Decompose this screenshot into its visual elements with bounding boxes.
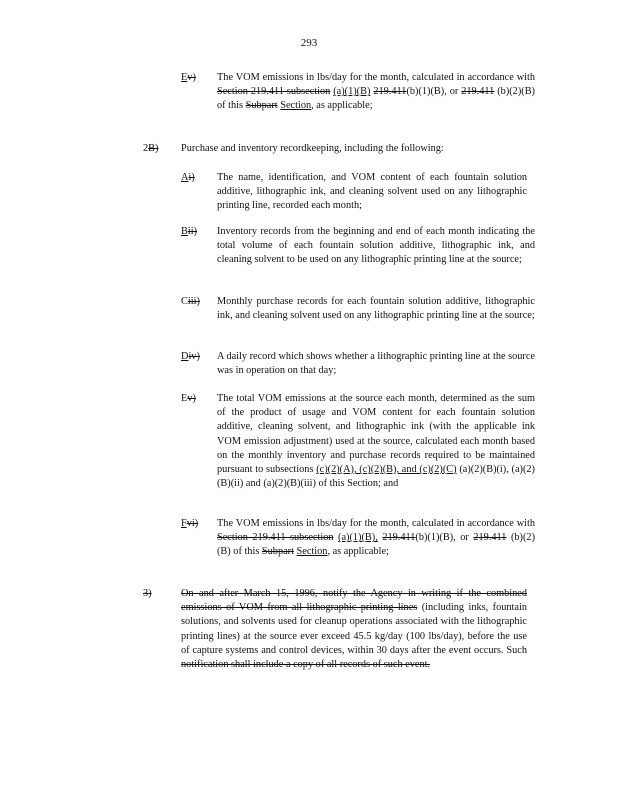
item-text: The name, identification, and VOM content of each fountain solution additive, lithographic ink, and cleaning solvent used on any lithographic printing line, recorded each month; bbox=[217, 172, 527, 212]
item-label: Ev) bbox=[181, 72, 196, 83]
item-text: A daily record which shows whether a lithographic printing line at the source was in operation on that day; bbox=[217, 351, 535, 377]
section-2-label: 2B) bbox=[143, 143, 159, 154]
item-label: Ciii) bbox=[181, 296, 200, 307]
item-text: Inventory records from the beginning and end of each month indicating the total volume of each fountain solution additive, lithographic ink, and cleaning solvent to be used on any lithographic printing line at the source; bbox=[217, 226, 535, 266]
item-label: Fvi) bbox=[181, 518, 199, 529]
section-3-text: On and after March 15, 1996, notify the Agency in writing if the combined emissions of VOM from all lithographic printing lines (including inks, fountain solutions, and solvents used for cleanup operations associated with the lithographic printing lines) at the source ever exceed 45.5 kg/day (100 lbs/day), before the use of capture systems and control devices, within 30 days after the event occurs. Such notification shall include a copy of all records of such event. bbox=[181, 588, 527, 671]
item-text: Monthly purchase records for each fountain solution additive, lithographic ink, and cleaning solvent used on any lithographic printing line at the source; bbox=[217, 296, 535, 322]
item-label: Bii) bbox=[181, 226, 198, 237]
page-number: 293 bbox=[300, 37, 318, 49]
item-label: Ev) bbox=[181, 393, 196, 404]
item-label: Div) bbox=[181, 351, 200, 362]
item-label: Ai) bbox=[181, 172, 195, 183]
item-text: The total VOM emissions at the source each month, determined as the sum of the product of usage and VOM content for each fountain solution additive, cleaning solvent, and lithographic ink (with the applicable ink VOM emission adjustment) used at the source, calculated each month based on the monthly inventory and purchase records required to be maintained pursuant to subsections (c)(2)(A), (c)(2)(B), and (c)(2)(C) (a)(2)(B)(i), (a)(2)(B)(ii) and (a)(2)(B)(iii) of this Section; and bbox=[217, 393, 535, 490]
item-text: The VOM emissions in lbs/day for the month, calculated in accordance with Section 219.411 subsection (a)(1)(B), 219.411(b)(1)(B), or 219.411 (b)(2)(B) of this Subpart Section, as applicable; bbox=[217, 518, 535, 558]
section-3-label: 3) bbox=[143, 588, 152, 599]
item-text: The VOM emissions in lbs/day for the month, calculated in accordance with Section 219.411 subsection (a)(1)(B) 219.411(b)(1)(B), or 219.411 (b)(2)(B) of this Subpart Section, as applicable; bbox=[217, 72, 535, 112]
section-2-heading: Purchase and inventory recordkeeping, including the following: bbox=[181, 143, 444, 154]
